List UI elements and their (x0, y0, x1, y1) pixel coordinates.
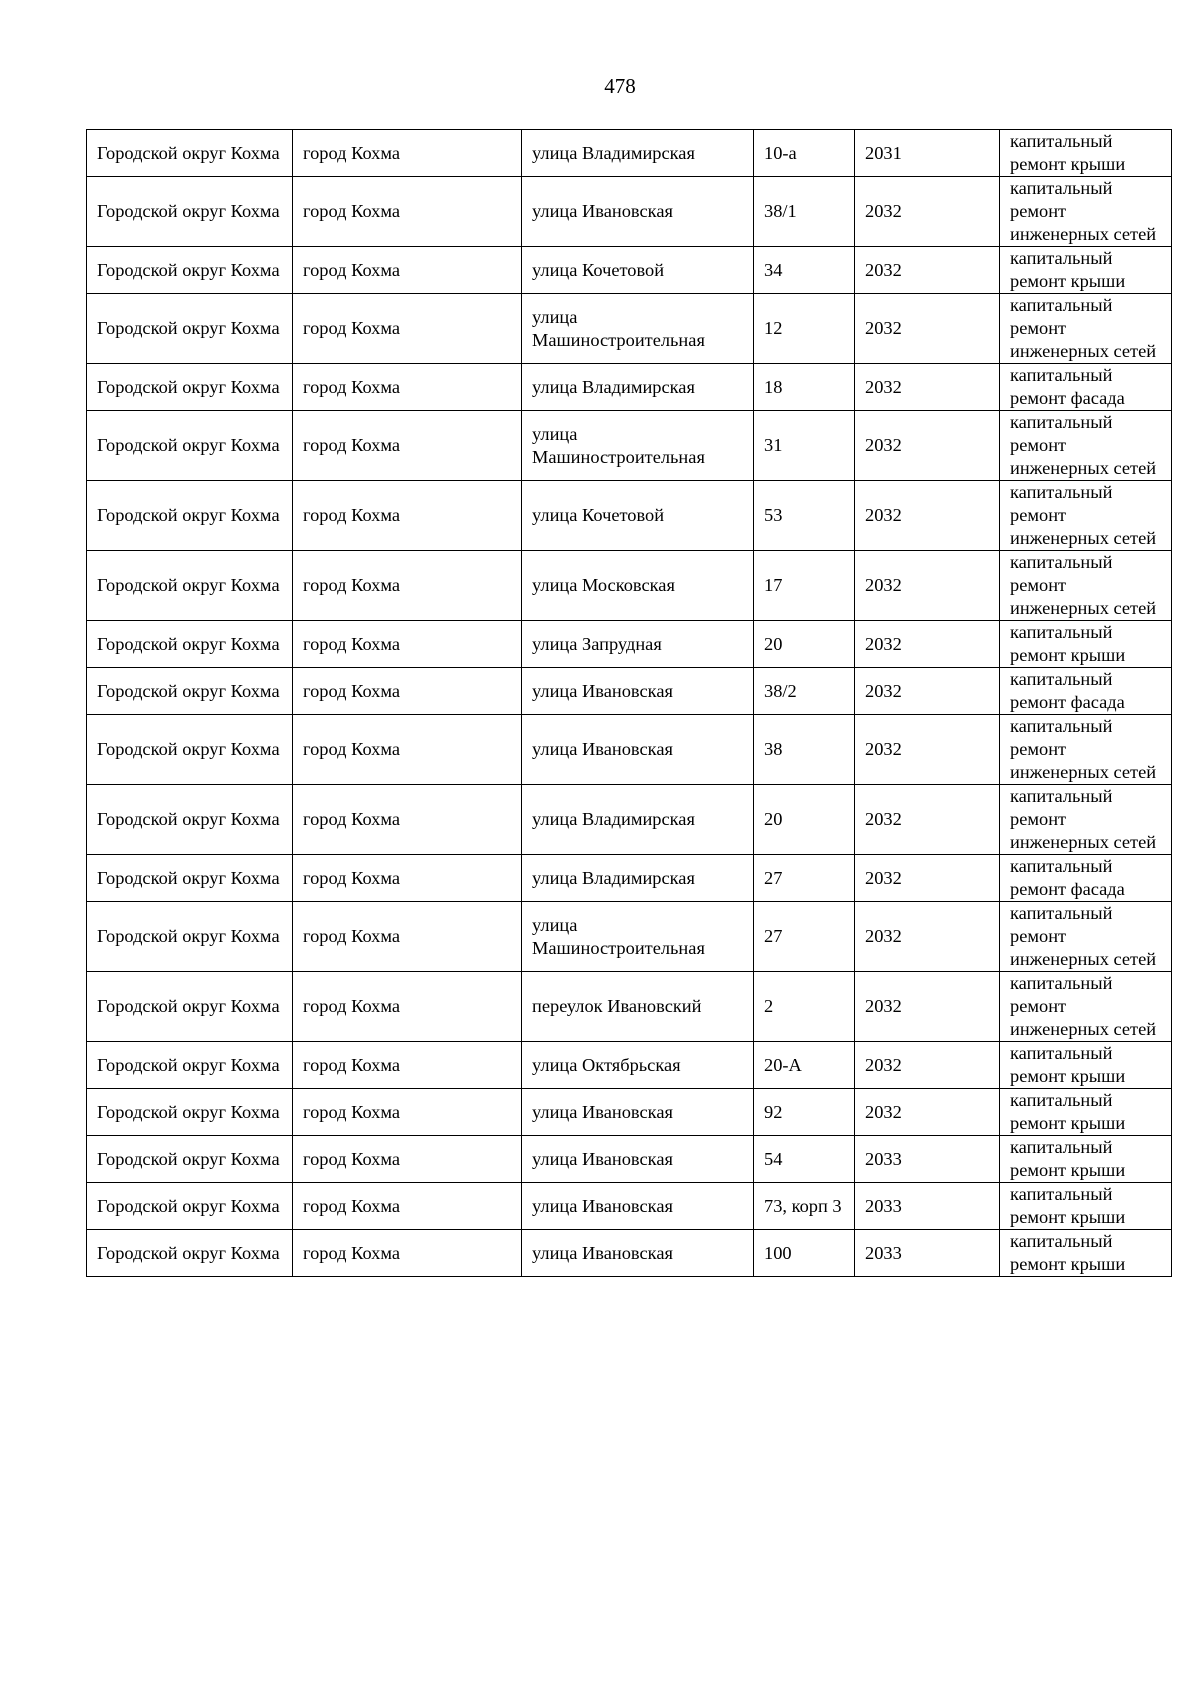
table-row (87, 902, 1172, 972)
year-cell: 2032 (855, 621, 1000, 668)
table-row (87, 1089, 1172, 1136)
table-row (87, 177, 1172, 247)
city-cell: город Кохма (293, 1183, 522, 1230)
work-type-cell: капитальный ремонт крыши (1000, 1230, 1172, 1277)
year-cell: 2032 (855, 972, 1000, 1042)
street-cell: улица Ивановская (522, 1089, 754, 1136)
house-number-cell: 54 (754, 1136, 855, 1183)
work-type-cell: капитальный ремонт инженерных сетей (1000, 551, 1172, 621)
work-type-cell: капитальный ремонт инженерных сетей (1000, 294, 1172, 364)
table-row (87, 1136, 1172, 1183)
district-cell: Городской округ Кохма (87, 364, 293, 411)
city-cell: город Кохма (293, 715, 522, 785)
year-cell: 2032 (855, 364, 1000, 411)
work-type-cell: капитальный ремонт инженерных сетей (1000, 177, 1172, 247)
district-cell: Городской округ Кохма (87, 481, 293, 551)
city-cell: город Кохма (293, 130, 522, 177)
city-cell: город Кохма (293, 785, 522, 855)
year-cell: 2032 (855, 247, 1000, 294)
table-row (87, 972, 1172, 1042)
table-row (87, 1230, 1172, 1277)
district-cell: Городской округ Кохма (87, 411, 293, 481)
table-row (87, 247, 1172, 294)
table-row (87, 1183, 1172, 1230)
table-row (87, 481, 1172, 551)
year-cell: 2031 (855, 130, 1000, 177)
work-type-cell: капитальный ремонт крыши (1000, 1136, 1172, 1183)
house-number-cell: 20 (754, 785, 855, 855)
year-cell: 2032 (855, 855, 1000, 902)
city-cell: город Кохма (293, 1136, 522, 1183)
table-row (87, 715, 1172, 785)
city-cell: город Кохма (293, 247, 522, 294)
work-type-cell: капитальный ремонт инженерных сетей (1000, 411, 1172, 481)
district-cell: Городской округ Кохма (87, 1230, 293, 1277)
street-cell: улица Машиностроительная (522, 902, 754, 972)
work-type-cell: капитальный ремонт крыши (1000, 621, 1172, 668)
district-cell: Городской округ Кохма (87, 1136, 293, 1183)
table-row (87, 785, 1172, 855)
work-type-cell: капитальный ремонт инженерных сетей (1000, 785, 1172, 855)
street-cell: улица Ивановская (522, 1136, 754, 1183)
year-cell: 2032 (855, 902, 1000, 972)
work-type-cell: капитальный ремонт крыши (1000, 1042, 1172, 1089)
city-cell: город Кохма (293, 855, 522, 902)
house-number-cell: 27 (754, 855, 855, 902)
district-cell: Городской округ Кохма (87, 785, 293, 855)
table-row (87, 1042, 1172, 1089)
city-cell: город Кохма (293, 481, 522, 551)
table-row (87, 855, 1172, 902)
street-cell: улица Владимирская (522, 785, 754, 855)
table-row (87, 411, 1172, 481)
house-number-cell: 38/1 (754, 177, 855, 247)
district-cell: Городской округ Кохма (87, 621, 293, 668)
year-cell: 2032 (855, 668, 1000, 715)
city-cell: город Кохма (293, 551, 522, 621)
city-cell: город Кохма (293, 1089, 522, 1136)
work-type-cell: капитальный ремонт инженерных сетей (1000, 715, 1172, 785)
house-number-cell: 38/2 (754, 668, 855, 715)
work-type-cell: капитальный ремонт крыши (1000, 130, 1172, 177)
district-cell: Городской округ Кохма (87, 247, 293, 294)
city-cell: город Кохма (293, 294, 522, 364)
street-cell: улица Машиностроительная (522, 411, 754, 481)
house-number-cell: 12 (754, 294, 855, 364)
work-type-cell: капитальный ремонт инженерных сетей (1000, 972, 1172, 1042)
table-row (87, 364, 1172, 411)
year-cell: 2033 (855, 1230, 1000, 1277)
table-row (87, 551, 1172, 621)
district-cell: Городской округ Кохма (87, 177, 293, 247)
year-cell: 2033 (855, 1136, 1000, 1183)
city-cell: город Кохма (293, 1230, 522, 1277)
street-cell: улица Владимирская (522, 364, 754, 411)
street-cell: улица Ивановская (522, 1183, 754, 1230)
year-cell: 2032 (855, 1042, 1000, 1089)
year-cell: 2032 (855, 177, 1000, 247)
city-cell: город Кохма (293, 364, 522, 411)
city-cell: город Кохма (293, 668, 522, 715)
street-cell: улица Кочетовой (522, 247, 754, 294)
district-cell: Городской округ Кохма (87, 130, 293, 177)
street-cell: улица Ивановская (522, 668, 754, 715)
street-cell: переулок Ивановский (522, 972, 754, 1042)
house-number-cell: 34 (754, 247, 855, 294)
year-cell: 2032 (855, 411, 1000, 481)
year-cell: 2033 (855, 1183, 1000, 1230)
house-number-cell: 53 (754, 481, 855, 551)
house-number-cell: 10-а (754, 130, 855, 177)
work-type-cell: капитальный ремонт крыши (1000, 1183, 1172, 1230)
table-row (87, 130, 1172, 177)
district-cell: Городской округ Кохма (87, 1089, 293, 1136)
work-type-cell: капитальный ремонт фасада (1000, 668, 1172, 715)
table-row (87, 621, 1172, 668)
house-number-cell: 2 (754, 972, 855, 1042)
district-cell: Городской округ Кохма (87, 668, 293, 715)
year-cell: 2032 (855, 481, 1000, 551)
house-number-cell: 18 (754, 364, 855, 411)
district-cell: Городской округ Кохма (87, 294, 293, 364)
district-cell: Городской округ Кохма (87, 551, 293, 621)
house-number-cell: 73, корп 3 (754, 1183, 855, 1230)
work-type-cell: капитальный ремонт фасада (1000, 364, 1172, 411)
house-number-cell: 20-А (754, 1042, 855, 1089)
year-cell: 2032 (855, 551, 1000, 621)
house-number-cell: 92 (754, 1089, 855, 1136)
repair-schedule-table (86, 129, 1172, 1277)
district-cell: Городской округ Кохма (87, 972, 293, 1042)
street-cell: улица Ивановская (522, 177, 754, 247)
work-type-cell: капитальный ремонт инженерных сетей (1000, 902, 1172, 972)
house-number-cell: 17 (754, 551, 855, 621)
city-cell: город Кохма (293, 1042, 522, 1089)
work-type-cell: капитальный ремонт инженерных сетей (1000, 481, 1172, 551)
city-cell: город Кохма (293, 972, 522, 1042)
street-cell: улица Кочетовой (522, 481, 754, 551)
work-type-cell: капитальный ремонт фасада (1000, 855, 1172, 902)
table-body (87, 130, 1172, 1277)
district-cell: Городской округ Кохма (87, 1042, 293, 1089)
city-cell: город Кохма (293, 902, 522, 972)
house-number-cell: 20 (754, 621, 855, 668)
year-cell: 2032 (855, 785, 1000, 855)
house-number-cell: 100 (754, 1230, 855, 1277)
year-cell: 2032 (855, 294, 1000, 364)
city-cell: город Кохма (293, 177, 522, 247)
city-cell: город Кохма (293, 411, 522, 481)
street-cell: улица Машиностроительная (522, 294, 754, 364)
district-cell: Городской округ Кохма (87, 902, 293, 972)
work-type-cell: капитальный ремонт крыши (1000, 1089, 1172, 1136)
street-cell: улица Ивановская (522, 1230, 754, 1277)
house-number-cell: 27 (754, 902, 855, 972)
district-cell: Городской округ Кохма (87, 855, 293, 902)
district-cell: Городской округ Кохма (87, 1183, 293, 1230)
table-row (87, 668, 1172, 715)
page-number: 478 (604, 74, 636, 98)
street-cell: улица Запрудная (522, 621, 754, 668)
year-cell: 2032 (855, 1089, 1000, 1136)
street-cell: улица Октябрьская (522, 1042, 754, 1089)
table-row (87, 294, 1172, 364)
street-cell: улица Московская (522, 551, 754, 621)
house-number-cell: 31 (754, 411, 855, 481)
year-cell: 2032 (855, 715, 1000, 785)
street-cell: улица Ивановская (522, 715, 754, 785)
work-type-cell: капитальный ремонт крыши (1000, 247, 1172, 294)
street-cell: улица Владимирская (522, 130, 754, 177)
district-cell: Городской округ Кохма (87, 715, 293, 785)
house-number-cell: 38 (754, 715, 855, 785)
city-cell: город Кохма (293, 621, 522, 668)
street-cell: улица Владимирская (522, 855, 754, 902)
